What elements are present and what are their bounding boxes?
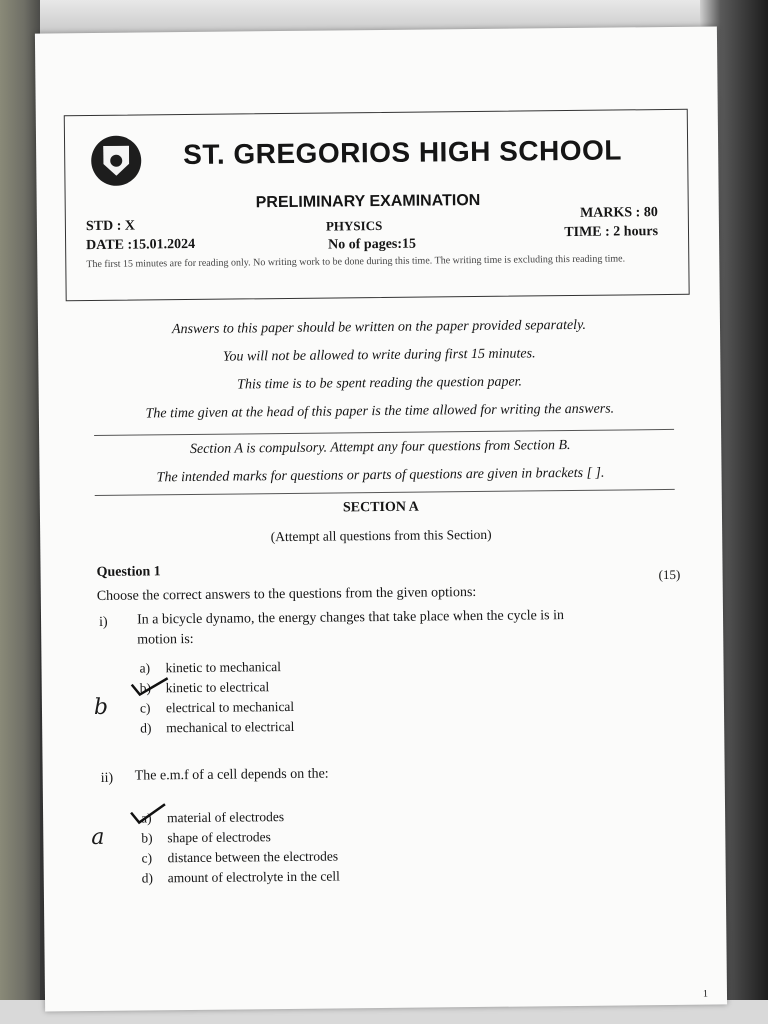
checkmark-icon [129, 802, 169, 826]
handwritten-answer: b [93, 694, 109, 721]
standard-label: STD : X [85, 218, 136, 235]
exam-duration: TIME : 2 hours [564, 224, 659, 241]
exam-title: PRELIMINARY EXAMINATION [255, 191, 481, 212]
question-title: Question 1 [96, 564, 161, 580]
subquestion-text: The e.m.f of a cell depends on the: [134, 766, 329, 784]
option-item: b) shape of electrodes [141, 829, 271, 846]
subject-name: PHYSICS [325, 217, 383, 234]
header-box [64, 109, 690, 302]
option-item: a) material of electrodes [141, 809, 285, 826]
option-item: d) amount of electrolyte in the cell [141, 868, 340, 886]
school-logo-icon [91, 135, 142, 186]
page-mark: 1 [702, 988, 709, 1000]
instruction-line: Section A is compulsory. Attempt any four questions from Section B. [189, 438, 571, 457]
instruction-line: This time is to be spent reading the question paper. [237, 374, 523, 393]
exam-date: DATE :15.01.2024 [86, 236, 196, 254]
subquestion-text: In a bicycle dynamo, the energy changes that take place when the cycle is in motion is: [136, 608, 565, 648]
option-item: a) kinetic to mechanical [139, 659, 282, 676]
handwritten-answer: a [91, 824, 105, 851]
option-item: b) kinetic to electrical [139, 679, 270, 696]
background-left [0, 0, 40, 1024]
reading-time-note: The first 15 minutes are for reading only. No writing work to be done during this time. The writing time is excluding this reading time. [86, 253, 626, 271]
instruction-line: The time given at the head of this paper is the time allowed for writing the answers. [145, 401, 615, 422]
subquestion-number: ii) [100, 770, 114, 786]
page-count: No of pages:15 [328, 236, 417, 253]
checkmark-icon [130, 674, 170, 698]
exam-paper [35, 26, 727, 1011]
divider [94, 429, 674, 436]
divider [95, 489, 675, 496]
school-name: ST. GREGORIOS HIGH SCHOOL [183, 134, 623, 171]
section-subtitle: (Attempt all questions from this Section) [270, 526, 492, 545]
section-title: SECTION A [342, 499, 419, 516]
total-marks: MARKS : 80 [579, 205, 658, 221]
option-item: d) mechanical to electrical [140, 718, 295, 736]
instruction-line: The intended marks for questions or parts of questions are given in brackets [ ]. [156, 465, 605, 486]
instruction-line: You will not be allowed to write during first 15 minutes. [222, 346, 536, 365]
question-prompt: Choose the correct answers to the questions from the given options: [96, 585, 477, 604]
option-item: c) electrical to mechanical [139, 698, 295, 716]
instruction-line: Answers to this paper should be written on the paper provided separately. [171, 317, 587, 338]
option-item: c) distance between the electrodes [141, 848, 339, 866]
question-marks: (15) [658, 566, 681, 583]
subquestion-number: i) [98, 614, 108, 630]
